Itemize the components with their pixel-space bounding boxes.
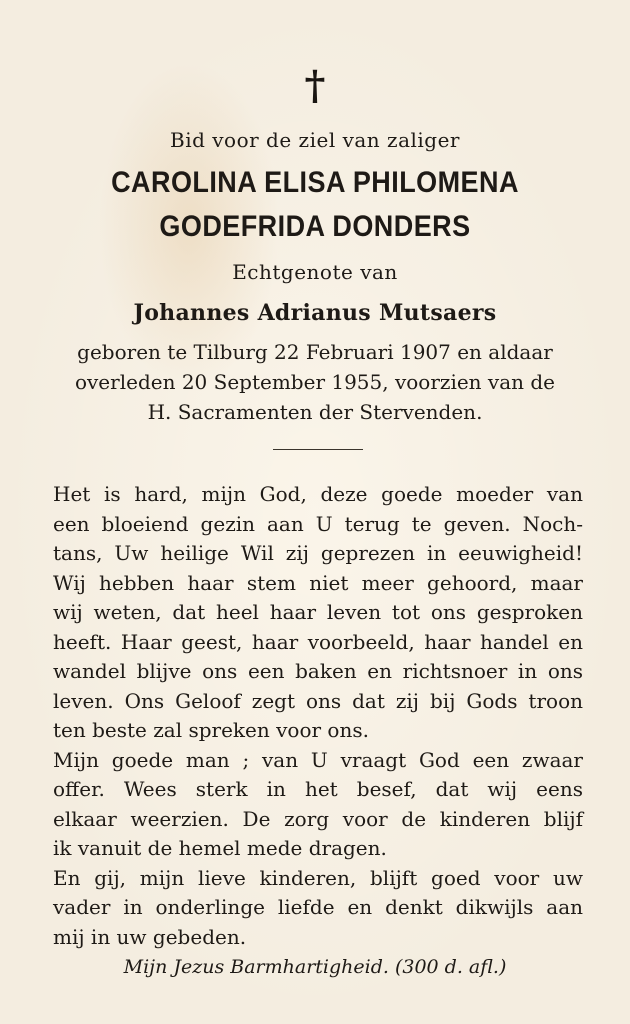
- body-line: een bloeiend gezin aan U terug te geven. Noch-: [53, 511, 583, 536]
- body-line: En gij, mijn lieve kinderen, blijft goed voor uw: [53, 865, 583, 890]
- body-line: tans, Uw heilige Wil zij geprezen in eeuwigheid!: [53, 541, 583, 565]
- birth-line: geboren te Tilburg 22 Februari 1907 en aldaar: [77, 340, 553, 364]
- sacraments-line: H. Sacramenten der Stervenden.: [147, 400, 483, 424]
- death-line: overleden 20 September 1955, voorzien van de: [74, 370, 556, 394]
- body-line: wij weten, dat heel haar leven tot ons gesproken: [53, 600, 583, 624]
- indulgence-prayer: Mijn Jezus Barmhartigheid. (300 d. afl.): [123, 956, 507, 978]
- spouse-name: Johannes Adrianus Mutsaers: [133, 300, 497, 326]
- body-line: leven. Ons Geloof zegt ons dat zij bij Gods troon: [53, 688, 583, 713]
- divider: [273, 449, 363, 450]
- spouse-label: Echtgenote van: [232, 260, 398, 284]
- intro-line: Bid voor de ziel van zaliger: [170, 128, 460, 152]
- body-line: ten beste zal spreken voor ons.: [53, 718, 369, 742]
- body-line: Het is hard, mijn God, deze goede moeder van: [53, 482, 583, 506]
- cross-icon: †: [304, 62, 326, 109]
- body-line: elkaar weerzien. De zorg voor de kinderen blijf: [53, 806, 583, 831]
- body-line: vader in onderlinge liefde en denkt dikwijls aan: [53, 895, 583, 919]
- memorial-text: [53, 480, 583, 952]
- deceased-name-line-1: CAROLINA ELISA PHILOMENA: [111, 166, 519, 199]
- body-line: mij in uw gebeden.: [53, 924, 247, 949]
- body-line: offer. Wees sterk in het besef, dat wij eens: [53, 777, 583, 801]
- body-line: Wij hebben haar stem niet meer gehoord, maar: [53, 570, 583, 595]
- deceased-name-line-2: GODEFRIDA DONDERS: [159, 210, 471, 243]
- body-line: wandel blijve ons een baken en richtsnoer in ons: [53, 659, 583, 683]
- body-line: heeft. Haar geest, haar voorbeeld, haar handel en: [53, 629, 583, 654]
- body-line: ik vanuit de hemel mede dragen.: [53, 836, 387, 860]
- body-line: Mijn goede man ; van U vraagt God een zwaar: [53, 747, 583, 772]
